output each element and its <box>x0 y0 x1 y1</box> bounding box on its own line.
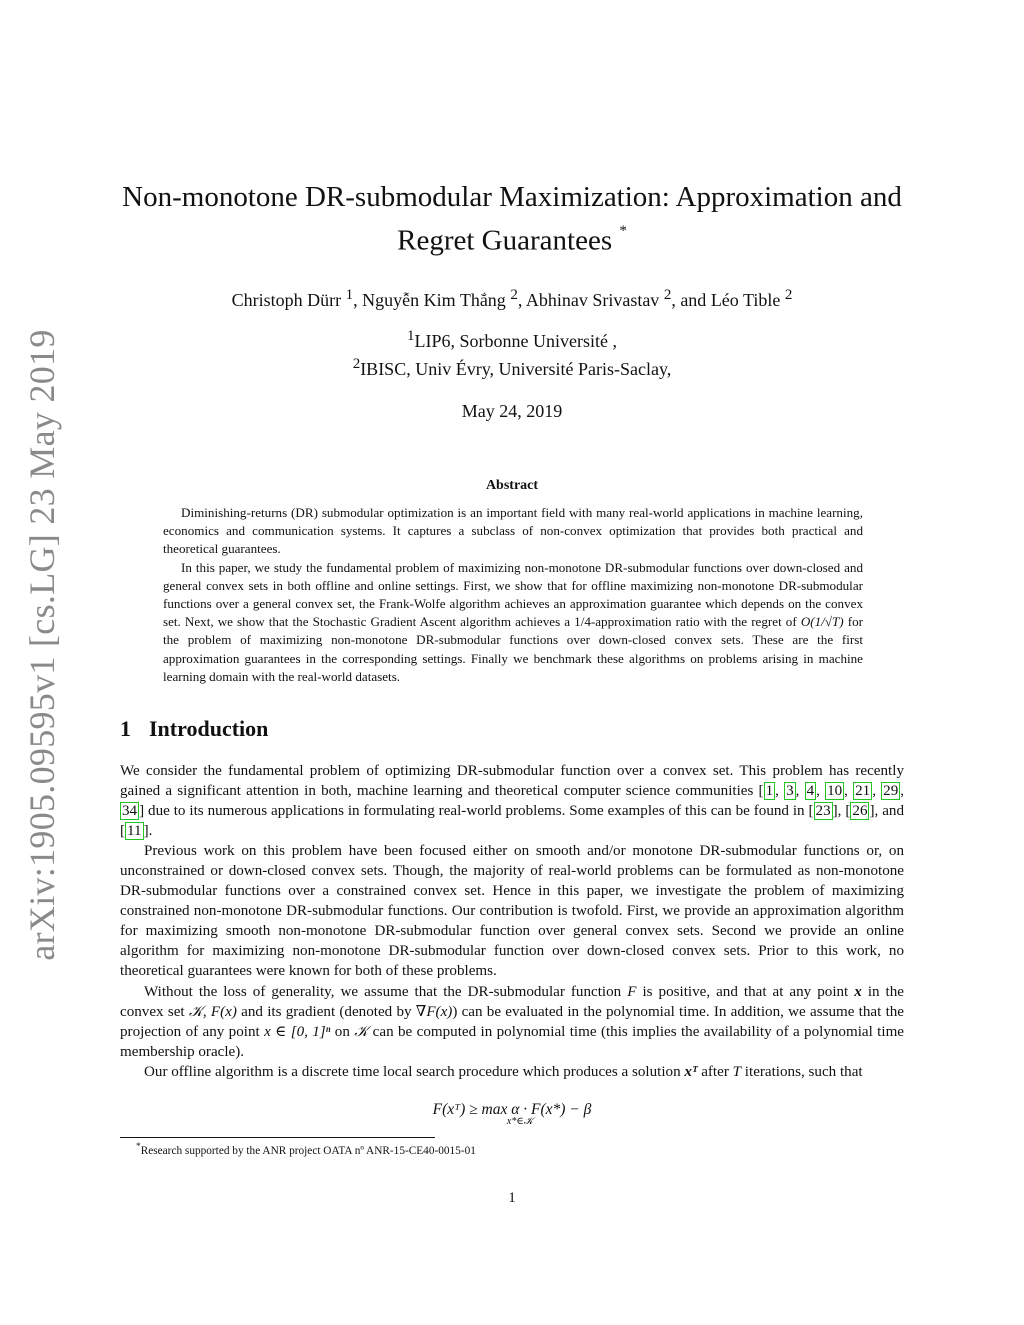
affiliation-2 <box>100 353 924 381</box>
citation-link[interactable]: 3 <box>786 783 794 800</box>
intro-p3-text: can be computed in polynomial time (this implies the availability of a polynomial time membership oracle). <box>120 1023 905 1060</box>
footnote-text: Research supported by the ANR project OATA nº ANR-15-CE40-0015-01 <box>140 1144 476 1157</box>
intro-p3-text: is positive, and that at any point <box>636 983 855 1000</box>
intro-p3-text: on <box>330 1023 355 1040</box>
equation-main: F(xᵀ) ≥ max α · F(x*) − β <box>432 1101 592 1118</box>
citation-link[interactable]: 4 <box>806 783 815 800</box>
intro-p4-text: iterations, such that <box>741 1063 863 1080</box>
intro-paragraph-4 <box>120 1062 904 1082</box>
title-footnote-mark: * <box>619 223 627 239</box>
math-gradient: ∇F(x) <box>415 1003 453 1020</box>
citation-link[interactable]: 11 <box>127 823 142 840</box>
section-number: 1 <box>120 716 131 741</box>
author-3-affiliation: 2 <box>663 287 672 303</box>
intro-paragraph-3 <box>120 982 904 1062</box>
section-title: Introduction <box>149 716 269 741</box>
equation-subscript: x*∈𝒦 <box>506 1116 534 1127</box>
citation-link[interactable]: 23 <box>815 803 831 820</box>
intro-p3-text: , <box>202 1003 211 1020</box>
affiliation-1-text: LIP6, Sorbonne Université , <box>414 331 617 351</box>
intro-p3-text: and its gradient (denoted by <box>236 1003 416 1020</box>
intro-p1-part-a: We consider the fundamental problem of optimizing DR-submodular function over a convex set. This problem has recently gained a significant attention in both, machine learning and theoretical computer science communities [ <box>120 763 904 800</box>
affiliation-2-text: IBISC, Univ Évry, Université Paris-Saclay, <box>360 359 672 379</box>
affiliation-1-mark: 1 <box>407 328 415 344</box>
math-K: 𝒦 <box>188 1003 203 1020</box>
abstract-p2-part-b: for the problem of maximizing non-monotone DR-submodular functions over down-closed convex sets. These are the first approximation guarantees in the corresponding settings. Finally we benchmark these algorithms on problems arising in machine learning domain with the real-world datasets. <box>163 614 864 684</box>
citation-link[interactable]: 34 <box>122 803 138 820</box>
display-equation <box>300 1101 724 1127</box>
math-K: 𝒦 <box>354 1023 369 1040</box>
title-line-2-text: Regret Guarantees <box>397 224 613 257</box>
citation-link[interactable]: 10 <box>827 783 843 800</box>
intro-paragraph-1: We consider the fundamental problem of optimizing DR-submodular function over a convex set. This problem has recently gained a significant attention in both, machine learning and theoretical computer science communities [ 1 , 3 , 4 , 10 , 21 , 29 , 34 ] due to its numerous applications in formulating real-world problems. Some examples of this can be found in [ 23 ], [ 26 ], and [ 11 ]. <box>120 763 905 840</box>
intro-p4-text: after <box>697 1063 733 1080</box>
intro-p3-text: ) can be evaluated in the polynomial time. In addition, we assume that the projection of any point <box>120 1003 905 1040</box>
citation-link[interactable]: 1 <box>765 783 774 800</box>
math-F-of-x: F(x) <box>210 1003 237 1020</box>
intro-p4-text: Our offline algorithm is a discrete time local search procedure which produces a solution <box>144 1063 685 1080</box>
math-x: x <box>854 983 862 1000</box>
footnote-mark: * <box>136 1142 141 1152</box>
author-4-affiliation: 2 <box>784 287 793 303</box>
author-list: Christoph Dürr $^1$, Nguyễn Kim Thắng $^2$, Abhinav Srivastav $^2$, and Léo Tible $^2$ <box>231 287 793 310</box>
intro-p3-text: Without the loss of generality, we assume that the DR-submodular function <box>144 983 628 1000</box>
abstract-body <box>163 504 863 686</box>
author-3: Abhinav Srivastav <box>525 290 660 310</box>
intro-p3-text: in the convex set <box>120 983 904 1020</box>
author-1-affiliation: 1 <box>345 287 354 303</box>
author-1: Christoph Dürr <box>231 290 342 310</box>
author-2: Nguyễn Kim Thắng <box>362 290 506 310</box>
arxiv-identifier: arXiv:1905.09595v1 [cs.LG] 23 May 2019 <box>22 329 62 961</box>
title-line-2 <box>110 216 914 260</box>
regret-bound-math: O(1/√T) <box>800 614 844 630</box>
citation-link[interactable]: 29 <box>883 783 899 800</box>
footnote-divider <box>120 1137 435 1138</box>
math-x-in-cube: x ∈ [0, 1]ⁿ <box>264 1023 331 1040</box>
introduction-body <box>120 761 904 1082</box>
abstract-heading: Abstract <box>485 478 539 493</box>
affiliations <box>100 325 924 381</box>
math-T: T <box>732 1063 742 1080</box>
title-line-1: Non-monotone DR-submodular Maximization: Approximation and <box>122 181 902 213</box>
intro-p1-part-b: due to its numerous applications in formulating real-world problems. Some examples of this can be found in [ <box>144 803 814 820</box>
footnote <box>120 1142 476 1157</box>
affiliation-1 <box>100 325 924 353</box>
section-heading <box>120 716 268 742</box>
paper-title <box>110 178 914 260</box>
math-F: F <box>627 983 637 1000</box>
page-number: 1 <box>508 1190 516 1206</box>
intro-paragraph-2: Previous work on this problem have been focused either on smooth and/or monotone DR-submodular functions or, on unconstrained or down-closed convex sets. Though, the majority of real-world problems can be formulated as non-monotone DR-submodular functions over a constrained convex set. Hence in this paper, we investigate the problem of maximizing constrained non-monotone DR-submodular functions. Our contribution is twofold. First, we provide an approximation algorithm for maximizing smooth non-monotone DR-submodular function over general convex sets. Second we provide an online algorithm for maximizing non-monotone DR-submodular function over down-closed convex sets. Prior to this work, no theoretical guarantees were known for both of these problems. <box>120 843 904 980</box>
paper-date: May 24, 2019 <box>461 401 563 421</box>
citation-link[interactable]: 26 <box>852 803 868 820</box>
author-2-affiliation: 2 <box>510 287 518 303</box>
author-4: Léo Tible <box>710 290 781 310</box>
affiliation-2-mark: 2 <box>352 356 361 372</box>
abstract-paragraph-2 <box>163 559 863 686</box>
abstract-paragraph-1: Diminishing-returns (DR) submodular optimization is an important field with many real-world applications in machine learning, economics and communication systems. It captures a subclass of non-convex optimization that provides both practical and theoretical guarantees. <box>163 505 863 557</box>
citation-link[interactable]: 21 <box>855 783 871 800</box>
math-x-T: xᵀ <box>684 1063 698 1080</box>
abstract-p2-part-a: In this paper, we study the fundamental problem of maximizing non-monotone DR-submodular functions over down-closed and general convex sets in both offline and online settings. First, we show that for offline maximizing non-monotone DR-submodular functions over a general convex set, the Frank-Wolfe algorithm achieves an approximation guarantee which depends on the convex set. Next, we show that the Stochastic Gradient Ascent algorithm achieves a 1/4-approximation ratio with the regret of <box>163 559 863 630</box>
